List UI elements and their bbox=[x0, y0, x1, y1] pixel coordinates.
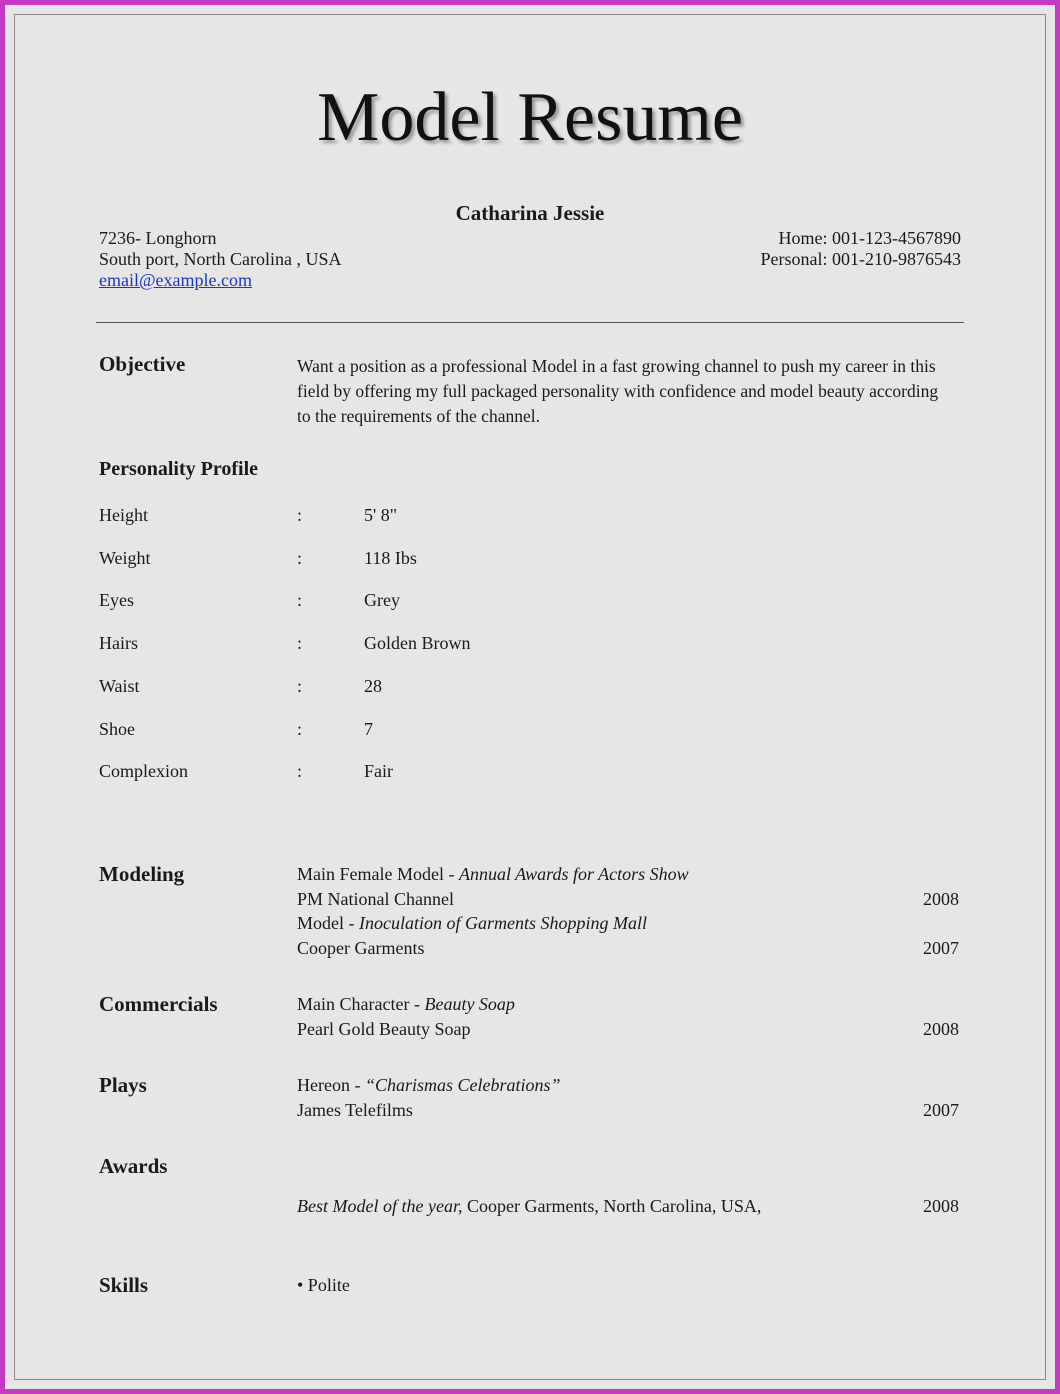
profile-label: Waist bbox=[99, 675, 140, 696]
entry-organization: Pearl Gold Beauty Soap bbox=[297, 1019, 471, 1039]
profile-separator: : bbox=[297, 547, 303, 568]
award-title: Best Model of the year, bbox=[297, 1196, 463, 1216]
entry-organization: Cooper Garments bbox=[297, 938, 425, 958]
entry-role: Model - bbox=[297, 913, 359, 933]
profile-value: 28 bbox=[364, 675, 382, 696]
skill-item: • Polite bbox=[297, 1275, 350, 1295]
profile-separator: : bbox=[297, 718, 303, 739]
entry-event: Beauty Soap bbox=[424, 994, 515, 1014]
entry-event: Annual Awards for Actors Show bbox=[458, 864, 689, 884]
profile-value: Golden Brown bbox=[364, 633, 471, 654]
address-line-2: South port, North Carolina , USA bbox=[99, 249, 342, 269]
header-divider bbox=[96, 322, 964, 323]
entry-year: 2008 bbox=[923, 889, 959, 909]
profile-label: Eyes bbox=[99, 590, 134, 611]
address-line-1: 7236- Longhorn bbox=[99, 228, 217, 248]
award-year: 2008 bbox=[923, 1196, 959, 1216]
entry-year: 2007 bbox=[923, 1100, 959, 1120]
profile-value: Grey bbox=[364, 590, 400, 611]
profile-separator: : bbox=[297, 675, 303, 696]
awards-heading: Awards bbox=[99, 1154, 168, 1178]
profile-separator: : bbox=[297, 505, 303, 525]
profile-label: Weight bbox=[99, 547, 151, 568]
profile-label: Hairs bbox=[99, 633, 138, 654]
award-detail: Cooper Garments, North Carolina, USA, bbox=[462, 1196, 762, 1216]
commercials-heading: Commercials bbox=[99, 992, 218, 1016]
entry-year: 2008 bbox=[923, 1019, 959, 1039]
entry-organization: PM National Channel bbox=[297, 889, 454, 909]
entry-organization: James Telefilms bbox=[297, 1100, 413, 1120]
modeling-heading: Modeling bbox=[99, 862, 185, 886]
entry-event: “Charismas Celebrations” bbox=[364, 1075, 561, 1095]
candidate-name: Catharina Jessie bbox=[455, 201, 605, 225]
profile-value: 7 bbox=[364, 718, 373, 739]
profile-value: Fair bbox=[364, 761, 393, 782]
entry-role: Main Female Model - bbox=[297, 864, 459, 884]
entry-title-line bbox=[297, 1075, 561, 1096]
entry-role: Hereon - bbox=[297, 1075, 365, 1095]
profile-label: Height bbox=[99, 505, 148, 525]
entry-title-line bbox=[297, 994, 515, 1015]
profile-label: Shoe bbox=[99, 718, 135, 739]
profile-value: 118 Ibs bbox=[364, 547, 417, 568]
profile-value: 5' 8" bbox=[364, 505, 398, 525]
email-link[interactable]: email@example.com bbox=[99, 270, 253, 290]
page-title: Model Resume bbox=[317, 79, 743, 156]
home-phone: Home: 001-123-4567890 bbox=[778, 228, 961, 248]
skills-heading: Skills bbox=[99, 1273, 149, 1297]
entry-year: 2007 bbox=[923, 938, 959, 958]
award-entry bbox=[297, 1196, 761, 1217]
entry-title-line bbox=[297, 864, 689, 885]
objective-heading: Objective bbox=[99, 352, 186, 376]
profile-label: Complexion bbox=[99, 761, 188, 782]
personality-profile-heading: Personality Profile bbox=[99, 458, 259, 480]
objective-text: Want a position as a professional Model in a fast growing channel to push my career in this field by offering my full packaged personality with confidence and model beauty according to the requirements of the channel. bbox=[297, 356, 939, 426]
plays-heading: Plays bbox=[99, 1073, 147, 1097]
profile-separator: : bbox=[297, 590, 303, 611]
profile-separator: : bbox=[297, 633, 303, 654]
profile-separator: : bbox=[297, 761, 303, 782]
entry-role: Main Character - bbox=[297, 994, 425, 1014]
entry-event: Inoculation of Garments Shopping Mall bbox=[359, 913, 647, 933]
entry-title-line bbox=[297, 913, 647, 934]
personal-phone: Personal: 001-210-9876543 bbox=[760, 249, 961, 269]
